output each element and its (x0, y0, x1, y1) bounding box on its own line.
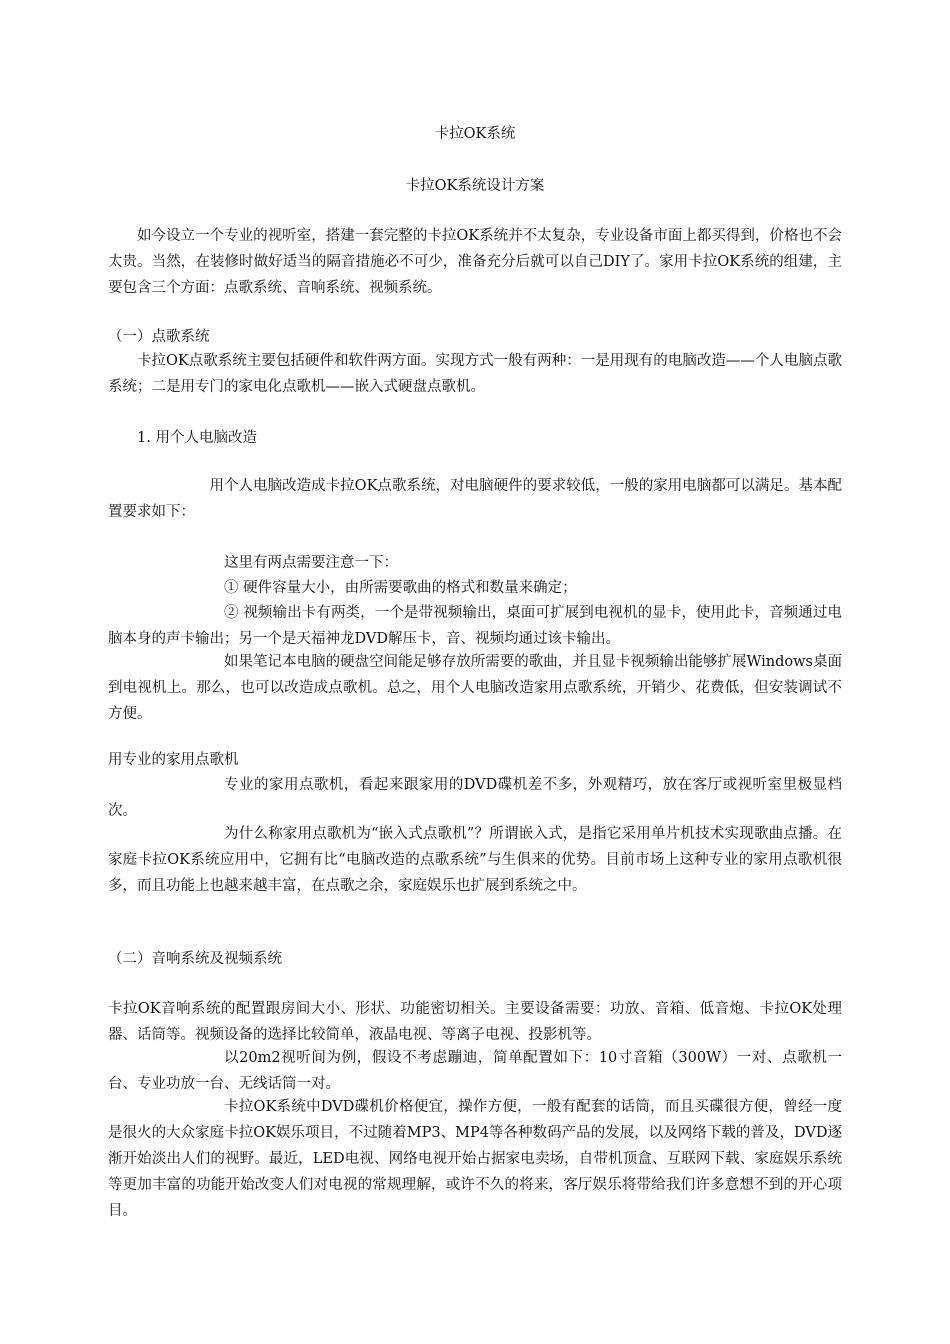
sub1-heading: 1. 用个人电脑改造 (137, 430, 257, 446)
section2-heading: （二）音响系统及视频系统 (108, 951, 282, 967)
section1-paragraph: 卡拉OK点歌系统主要包括硬件和软件两方面。实现方式一般有两种：一是用现有的电脑改造——个人电脑点歌系统；二是用专门的家电化点歌机——嵌入式硬盘点歌机。 (108, 353, 842, 395)
sub2-heading: 用专业的家用点歌机 (108, 752, 239, 768)
note-intro: 这里有两点需要注意一下： (224, 555, 398, 571)
dvd-paragraph: 卡拉OK系统中DVD碟机价格便宜，操作方便，一般有配套的话筒，而且买碟很方便，曾经一度是很火的大众家庭卡拉OK娱乐项目，不过随着MP3、MP4等各种数码产品的发展，以及网络下载的普及，DVD逐渐开始淡出人们的视野。最近，LED电视、网络电视开始占据家电卖场，自带机顶盒、互联网下载、家庭娱乐系统等更加丰富的功能开始改变人们对电视的常规理解，或许不久的将来，客厅娱乐将带给我们许多意想不到的开心项目。 (108, 1099, 842, 1219)
sub1-paragraph: 用个人电脑改造成卡拉OK点歌系统，对电脑硬件的要求较低，一般的家用电脑都可以满足。基本配置要求如下： (108, 478, 842, 520)
section1-heading: （一）点歌系统 (108, 329, 210, 345)
laptop-paragraph: 如果笔记本电脑的硬盘空间能足够存放所需要的歌曲，并且显卡视频输出能够扩展Windows桌面到电视机上。那么，也可以改造成点歌机。总之，用个人电脑改造家用点歌系统，开销少、花费低，但安装调试不方便。 (108, 654, 842, 722)
intro-paragraph: 如今设立一个专业的视听室，搭建一套完整的卡拉OK系统并不太复杂，专业设备市面上都买得到，价格也不会太贵。当然，在装修时做好适当的隔音措施必不可少，准备充分后就可以自己DIY了。家用卡拉OK系统的组建，主要包含三个方面：点歌系统、音响系统、视频系统。 (108, 228, 842, 296)
sub2-paragraph-1: 专业的家用点歌机，看起来跟家用的DVD碟机差不多，外观精巧，放在客厅或视听室里极显档次。 (108, 777, 842, 819)
sub2-paragraph-2: 为什么称家用点歌机为“嵌入式点歌机”？所谓嵌入式，是指它采用单片机技术实现歌曲点播。在家庭卡拉OK系统应用中，它拥有比“电脑改造的点歌系统”与生俱来的优势。目前市场上这种专业的家用点歌机很多，而且功能上也越来越丰富，在点歌之余，家庭娱乐也扩展到系统之中。 (108, 826, 842, 894)
document-title: 卡拉OK系统 (434, 126, 516, 142)
note-item-2: ② 视频输出卡有两类，一个是带视频输出，桌面可扩展到电视机的显卡，使用此卡，音频通过电脑本身的声卡输出；另一个是天福神龙DVD解压卡，音、视频均通过该卡输出。 (108, 605, 842, 647)
document-subtitle: 卡拉OK系统设计方案 (405, 178, 545, 194)
section2-paragraph: 卡拉OK音响系统的配置跟房间大小、形状、功能密切相关。主要设备需要：功放、音箱、低音炮、卡拉OK处理器、话筒等。视频设备的选择比较简单，液晶电视、等离子电视、投影机等。 (108, 1001, 842, 1043)
example-paragraph: 以20m2视听间为例，假设不考虑蹦迪，简单配置如下：10寸音箱（300W）一对、点歌机一台、专业功放一台、无线话筒一对。 (108, 1050, 842, 1092)
note-item-1: ① 硬件容量大小，由所需要歌曲的格式和数量来确定； (224, 580, 577, 596)
